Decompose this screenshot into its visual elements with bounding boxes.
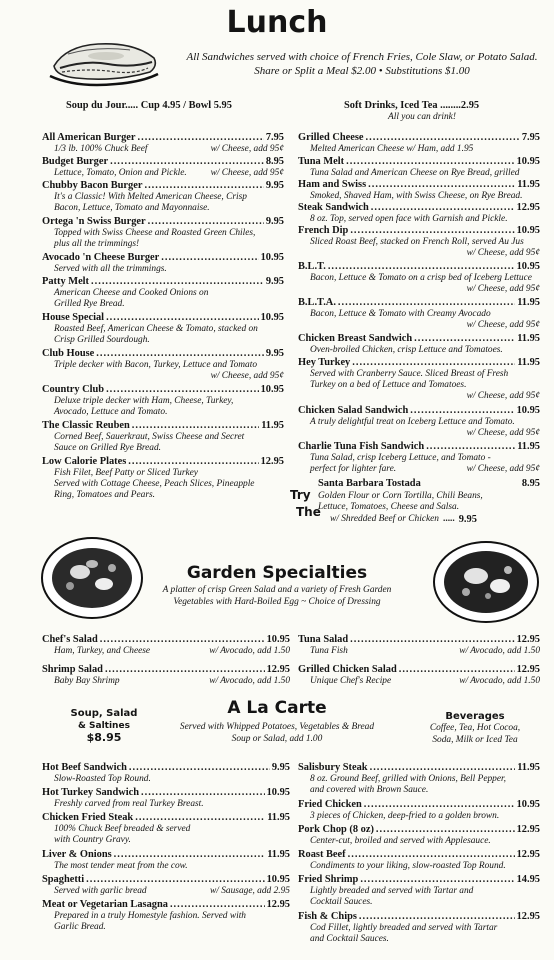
item-desc: Oven-broiled Chicken, crisp Lettuce and Tomatoes. bbox=[310, 345, 503, 355]
menu-item bbox=[42, 634, 290, 664]
item-price: 9.95 bbox=[265, 348, 284, 359]
item-name: Country Club bbox=[42, 384, 105, 395]
item-desc: Slow-Roasted Top Round. bbox=[54, 774, 151, 784]
menu-item bbox=[42, 762, 290, 787]
item-desc: Lightly breaded and served with Tartar and bbox=[310, 886, 474, 896]
item-price: 10.95 bbox=[516, 225, 540, 236]
soft-drinks-sub: All you can drink! bbox=[388, 112, 456, 122]
item-desc: Turkey on a bed of Lettuce and Tomatoes. bbox=[310, 380, 467, 390]
item-price: 8.95 bbox=[265, 156, 284, 167]
garden-desc-line1: A platter of crisp Green Salad and a variety of Fresh Garden bbox=[162, 585, 392, 595]
menu-item bbox=[42, 276, 284, 312]
menu-item bbox=[42, 156, 284, 180]
item-desc: perfect for lighter fare. bbox=[310, 464, 397, 474]
item-extra: w/ Cheese, add 95¢ bbox=[466, 284, 540, 294]
header-note bbox=[174, 50, 550, 78]
item-desc: The most tender meat from the cow. bbox=[54, 861, 188, 871]
item-desc: 8 oz. Ground Beef, grilled with Onions, Bell Pepper, bbox=[310, 774, 506, 784]
menu-item bbox=[298, 179, 540, 202]
item-desc: Served with all the trimmings. bbox=[54, 264, 167, 274]
item-desc: Sauce on Grilled Rye Bread. bbox=[54, 443, 162, 453]
item-desc: Prepared in a truly Homestyle fashion. Served with bbox=[54, 911, 246, 921]
item-price: 12.95 bbox=[516, 634, 540, 645]
item-name: Budget Burger bbox=[42, 156, 109, 167]
item-desc: plus all the trimmings! bbox=[54, 239, 140, 249]
item-desc: Served with Cottage Cheese, Peach Slices, Pineapple bbox=[54, 479, 255, 489]
item-extra: w/ Avocado, add 1.50 bbox=[459, 676, 540, 686]
item-desc: It's a Classic! With Melted American Cheese, Crisp bbox=[54, 192, 247, 202]
soup-price: $8.95 bbox=[86, 731, 122, 744]
item-desc: Lettuce, Tomato, Onion and Pickle. bbox=[54, 168, 187, 178]
item-name: Chicken Fried Steak bbox=[42, 812, 134, 823]
item-extra: w/ Sausage, add 2.95 bbox=[210, 886, 290, 896]
item-price: 11.95 bbox=[517, 333, 540, 344]
item-desc: 3 pieces of Chicken, deep-fried to a golden brown. bbox=[310, 811, 500, 821]
item-price: 12.95 bbox=[516, 849, 540, 860]
item-desc: Crisp Grilled Sourdough. bbox=[54, 335, 150, 345]
item-name: Grilled Chicken Salad bbox=[298, 664, 397, 675]
item-name: Meat or Vegetarian Lasagna bbox=[42, 899, 168, 910]
item-extra: w/ Cheese, add 95¢ bbox=[466, 428, 540, 438]
item-desc: American Cheese and Cooked Onions on bbox=[54, 288, 209, 298]
item-desc: Cocktail Sauces. bbox=[310, 897, 373, 907]
item-price: 12.95 bbox=[266, 664, 290, 675]
menu-item bbox=[42, 899, 290, 936]
item-desc: 1/3 lb. 100% Chuck Beef bbox=[54, 144, 148, 154]
soup-line1: Soup, Salad bbox=[70, 708, 138, 719]
item-desc: Served with Cranberry Sauce. Sliced Breast of Fresh bbox=[310, 369, 509, 379]
menu-item bbox=[298, 799, 540, 824]
item-price: 11.95 bbox=[517, 297, 540, 308]
item-price: 12.95 bbox=[516, 664, 540, 675]
item-name: Ham and Swiss bbox=[298, 179, 367, 190]
item-desc: 8 oz. Top, served open face with Garnish and Pickle. bbox=[310, 214, 508, 224]
item-price: 10.95 bbox=[266, 874, 290, 885]
item-name: Fish & Chips bbox=[298, 911, 357, 922]
soup-line2: & Saltines bbox=[78, 721, 130, 731]
alc-desc-line1: Served with Whipped Potatoes, Vegetables & Bread bbox=[179, 722, 375, 732]
item-extra: w/ Cheese, add 95¢ bbox=[466, 248, 540, 258]
garden-right-column bbox=[298, 634, 540, 688]
item-desc: Bacon, Lettuce, Tomato and Mayonnaise. bbox=[54, 203, 210, 213]
item-name: Steak Sandwich bbox=[298, 202, 369, 213]
menu-item bbox=[298, 333, 540, 357]
item-extra: w/ Cheese, add 95¢ bbox=[210, 144, 284, 154]
item-price: 11.95 bbox=[517, 179, 540, 190]
item-price: 10.95 bbox=[260, 312, 284, 323]
item-name: House Special bbox=[42, 312, 105, 323]
menu-item bbox=[42, 456, 284, 504]
alc-right-column bbox=[298, 762, 540, 948]
item-price: 14.95 bbox=[516, 874, 540, 885]
item-desc: Melted American Cheese w/ Ham, add 1.95 bbox=[310, 144, 474, 154]
item-name: Liver & Onions bbox=[42, 849, 112, 860]
menu-item bbox=[42, 874, 290, 899]
item-desc: Tuna Salad, crisp Iceberg Lettuce, and Tomato - bbox=[310, 453, 491, 463]
item-name: Charlie Tuna Fish Sandwich bbox=[298, 441, 425, 452]
item-price: 11.95 bbox=[267, 849, 290, 860]
item-desc: Freshly carved from real Turkey Breast. bbox=[54, 799, 204, 809]
item-price: 10.95 bbox=[516, 799, 540, 810]
menu-item bbox=[42, 312, 284, 348]
item-desc: Tuna Salad and American Cheese on Rye Bread, grilled bbox=[310, 168, 520, 178]
item-price: 7.95 bbox=[265, 132, 284, 143]
item-desc: Bacon, Lettuce & Tomato on a crisp bed of Iceberg Lettuce bbox=[310, 273, 532, 283]
item-name: French Dip bbox=[298, 225, 349, 236]
item-name: Chicken Breast Sandwich bbox=[298, 333, 413, 344]
item-desc: Corned Beef, Sauerkraut, Swiss Cheese and Secret bbox=[54, 432, 245, 442]
item-name: All American Burger bbox=[42, 132, 136, 143]
menu-item bbox=[42, 252, 284, 276]
menu-item bbox=[298, 762, 540, 799]
item-desc: Sliced Roast Beef, stacked on French Roll, served Au Jus bbox=[310, 237, 524, 247]
santa-barbara-extra: w/ Shredded Beef or Chicken ..... 9.95 bbox=[330, 514, 477, 525]
item-name: Roast Beef bbox=[298, 849, 346, 860]
item-name: Chubby Bacon Burger bbox=[42, 180, 143, 191]
item-name: Grilled Cheese bbox=[298, 132, 364, 143]
item-desc: Cod Fillet, lightly breaded and served with Tartar bbox=[310, 923, 498, 933]
item-desc: 100% Chuck Beef breaded & served bbox=[54, 824, 191, 834]
item-name: Hey Turkey bbox=[298, 357, 351, 368]
menu-item bbox=[42, 812, 290, 849]
item-price: 11.95 bbox=[517, 357, 540, 368]
item-price: 9.95 bbox=[265, 216, 284, 227]
menu-item bbox=[298, 132, 540, 156]
menu-item bbox=[298, 297, 540, 333]
item-price: 12.95 bbox=[260, 456, 284, 467]
item-price: 12.95 bbox=[516, 911, 540, 922]
menu-item bbox=[42, 420, 284, 456]
menu-item bbox=[42, 849, 290, 874]
item-price: 10.95 bbox=[516, 405, 540, 416]
item-price: 10.95 bbox=[266, 634, 290, 645]
item-name: The Classic Reuben bbox=[42, 420, 130, 431]
item-name: Tuna Salad bbox=[298, 634, 349, 645]
item-price: 10.95 bbox=[260, 252, 284, 263]
menu-item bbox=[298, 874, 540, 911]
item-name: Spaghetti bbox=[42, 874, 85, 885]
santa-barbara-desc: Golden Flour or Corn Tortilla, Chili Beans, bbox=[318, 491, 483, 501]
item-desc: Condiments to your liking, slow-roasted Top Round. bbox=[310, 861, 506, 871]
item-price: 9.95 bbox=[265, 180, 284, 191]
item-price: 10.95 bbox=[516, 156, 540, 167]
item-name: Avocado 'n Cheese Burger bbox=[42, 252, 160, 263]
santa-barbara-tostada bbox=[318, 478, 540, 490]
item-price: 10.95 bbox=[260, 384, 284, 395]
menu-item bbox=[42, 348, 284, 384]
lunch-left-column bbox=[42, 132, 284, 504]
item-desc: Bacon, Lettuce & Tomato with Creamy Avocado bbox=[310, 309, 491, 319]
item-name: Fried Shrimp bbox=[298, 874, 359, 885]
item-price: 9.95 bbox=[265, 276, 284, 287]
menu-item bbox=[298, 664, 540, 688]
item-price: 12.95 bbox=[266, 899, 290, 910]
lunch-header bbox=[0, 0, 554, 92]
item-price: 11.95 bbox=[517, 441, 540, 452]
lunch-right-column bbox=[298, 132, 540, 477]
beverages bbox=[418, 711, 532, 746]
item-name: B.L.T. bbox=[298, 261, 326, 272]
item-price: 8.95 bbox=[521, 478, 540, 489]
item-name: Salisbury Steak bbox=[298, 762, 368, 773]
item-name: Patty Melt bbox=[42, 276, 90, 287]
item-name: Ortega 'n Swiss Burger bbox=[42, 216, 146, 227]
item-name: Pork Chop (8 oz) bbox=[298, 824, 374, 835]
menu-item bbox=[298, 225, 540, 261]
menu-item bbox=[298, 634, 540, 664]
item-extra: w/ Avocado, add 1.50 bbox=[209, 646, 290, 656]
header-note-line1: All Sandwiches served with choice of French Fries, Cole Slaw, or Potato Salad. bbox=[186, 51, 538, 63]
item-desc: Smoked, Shaved Ham, with Swiss Cheese, on Rye Bread. bbox=[310, 191, 523, 201]
item-name: Hot Turkey Sandwich bbox=[42, 787, 140, 798]
beverages-line1: Coffee, Tea, Hot Cocoa, bbox=[429, 723, 521, 733]
item-desc: Unique Chef's Recipe bbox=[310, 676, 392, 686]
item-desc: Fish Filet, Beef Patty or Sliced Turkey bbox=[54, 468, 198, 478]
item-name: Hot Beef Sandwich bbox=[42, 762, 127, 773]
item-price: 12.95 bbox=[516, 824, 540, 835]
alc-desc-line2: Soup or Salad, add 1.00 bbox=[231, 734, 323, 744]
a-la-carte-desc bbox=[150, 721, 404, 745]
item-desc: Baby Bay Shrimp bbox=[54, 676, 120, 686]
item-extra: w/ Cheese, add 95¢ bbox=[466, 320, 540, 330]
item-name: B.L.T.A. bbox=[298, 297, 336, 308]
menu-item bbox=[298, 202, 540, 225]
item-extra: w/ Cheese, add 95¢ bbox=[210, 371, 284, 381]
item-extra-price: 9.95 bbox=[458, 514, 477, 525]
item-name: Fried Chicken bbox=[298, 799, 362, 810]
menu-item bbox=[298, 824, 540, 849]
item-desc: Center-cut, broiled and served with Applesauce. bbox=[310, 836, 491, 846]
a-la-carte-title: A La Carte bbox=[227, 698, 327, 718]
item-desc: Served with garlic bread bbox=[54, 886, 147, 896]
item-desc: and Cocktail Sauces. bbox=[310, 934, 389, 944]
item-name: Chicken Salad Sandwich bbox=[298, 405, 409, 416]
item-name: Shrimp Salad bbox=[42, 664, 103, 675]
item-desc: with Country Gravy. bbox=[54, 835, 131, 845]
item-price: 12.95 bbox=[516, 202, 540, 213]
item-name: Tuna Melt bbox=[298, 156, 345, 167]
item-desc: Grilled Rye Bread. bbox=[54, 299, 125, 309]
menu-item bbox=[298, 441, 540, 477]
menu-item bbox=[42, 180, 284, 216]
alc-left-column bbox=[42, 762, 290, 936]
item-desc: A truly delightful treat on Iceberg Lettuce and Tomato. bbox=[310, 417, 515, 427]
item-desc: Deluxe triple decker with Ham, Cheese, Turkey, bbox=[54, 396, 234, 406]
garden-specialties-title: Garden Specialties bbox=[186, 563, 368, 583]
menu-item bbox=[298, 911, 540, 948]
menu-item bbox=[298, 357, 540, 405]
item-desc: Ham, Turkey, and Cheese bbox=[54, 646, 151, 656]
menu-item bbox=[298, 261, 540, 297]
item-price: 10.95 bbox=[266, 787, 290, 798]
soup-du-jour: Soup du Jour..... Cup 4.95 / Bowl 5.95 bbox=[66, 100, 232, 111]
header-note-line2: Share or Split a Meal $2.00 • Substitutions $1.00 bbox=[254, 65, 470, 77]
item-price: 11.95 bbox=[267, 812, 290, 823]
menu-item bbox=[42, 384, 284, 420]
page-title: Lunch bbox=[226, 5, 328, 40]
santa-barbara-desc2: Lettuce, Tomatoes, Cheese and Salsa. bbox=[318, 502, 460, 512]
item-desc: and covered with Brown Sauce. bbox=[310, 785, 429, 795]
item-name: Club House bbox=[42, 348, 95, 359]
item-price: 11.95 bbox=[517, 762, 540, 773]
item-extra: w/ Cheese, add 95¢ bbox=[466, 391, 540, 401]
item-desc: Topped with Swiss Cheese and Roasted Green Chiles, bbox=[54, 228, 256, 238]
item-extra: w/ Avocado, add 1.50 bbox=[209, 676, 290, 686]
garden-desc-line2: Vegetables with Hard-Boiled Egg ~ Choice of Dressing bbox=[173, 597, 381, 607]
sandwich-illustration-icon bbox=[46, 32, 164, 88]
item-extra: w/ Shredded Beef or Chicken bbox=[330, 514, 439, 524]
item-extra: w/ Cheese, add 95¢ bbox=[466, 464, 540, 474]
garden-left-column bbox=[42, 634, 290, 688]
try-label: Try bbox=[290, 488, 311, 502]
item-price: 9.95 bbox=[271, 762, 290, 773]
item-name: Chef's Salad bbox=[42, 634, 98, 645]
item-name: Santa Barbara Tostada bbox=[318, 478, 421, 489]
menu-item bbox=[298, 849, 540, 874]
beverages-line2: Soda, Milk or Iced Tea bbox=[432, 735, 518, 745]
item-extra: w/ Cheese, add 95¢ bbox=[210, 168, 284, 178]
menu-item bbox=[298, 405, 540, 441]
soft-drinks: Soft Drinks, Iced Tea ........2.95 bbox=[344, 100, 480, 111]
item-desc: Triple decker with Bacon, Turkey, Lettuce and Tomato bbox=[54, 360, 258, 370]
beverages-title: Beverages bbox=[445, 711, 505, 722]
item-desc: Avocado, Lettuce and Tomato. bbox=[54, 407, 168, 417]
item-desc: Garlic Bread. bbox=[54, 922, 106, 932]
menu-item bbox=[42, 132, 284, 156]
item-desc: Ring, Tomatoes and Pears. bbox=[54, 490, 155, 500]
item-desc: Roasted Beef, American Cheese & Tomato, stacked on bbox=[54, 324, 258, 334]
item-desc: Tuna Fish bbox=[310, 646, 348, 656]
item-name: Low Calorie Plates bbox=[42, 456, 127, 467]
item-price: 11.95 bbox=[261, 420, 284, 431]
menu-item bbox=[298, 156, 540, 179]
garden-desc bbox=[150, 584, 404, 608]
menu-item bbox=[42, 787, 290, 812]
menu-item bbox=[42, 216, 284, 252]
item-price: 10.95 bbox=[516, 261, 540, 272]
the-label: The bbox=[296, 505, 321, 519]
menu-item bbox=[42, 664, 290, 688]
item-extra: w/ Avocado, add 1.50 bbox=[459, 646, 540, 656]
item-price: 7.95 bbox=[521, 132, 540, 143]
